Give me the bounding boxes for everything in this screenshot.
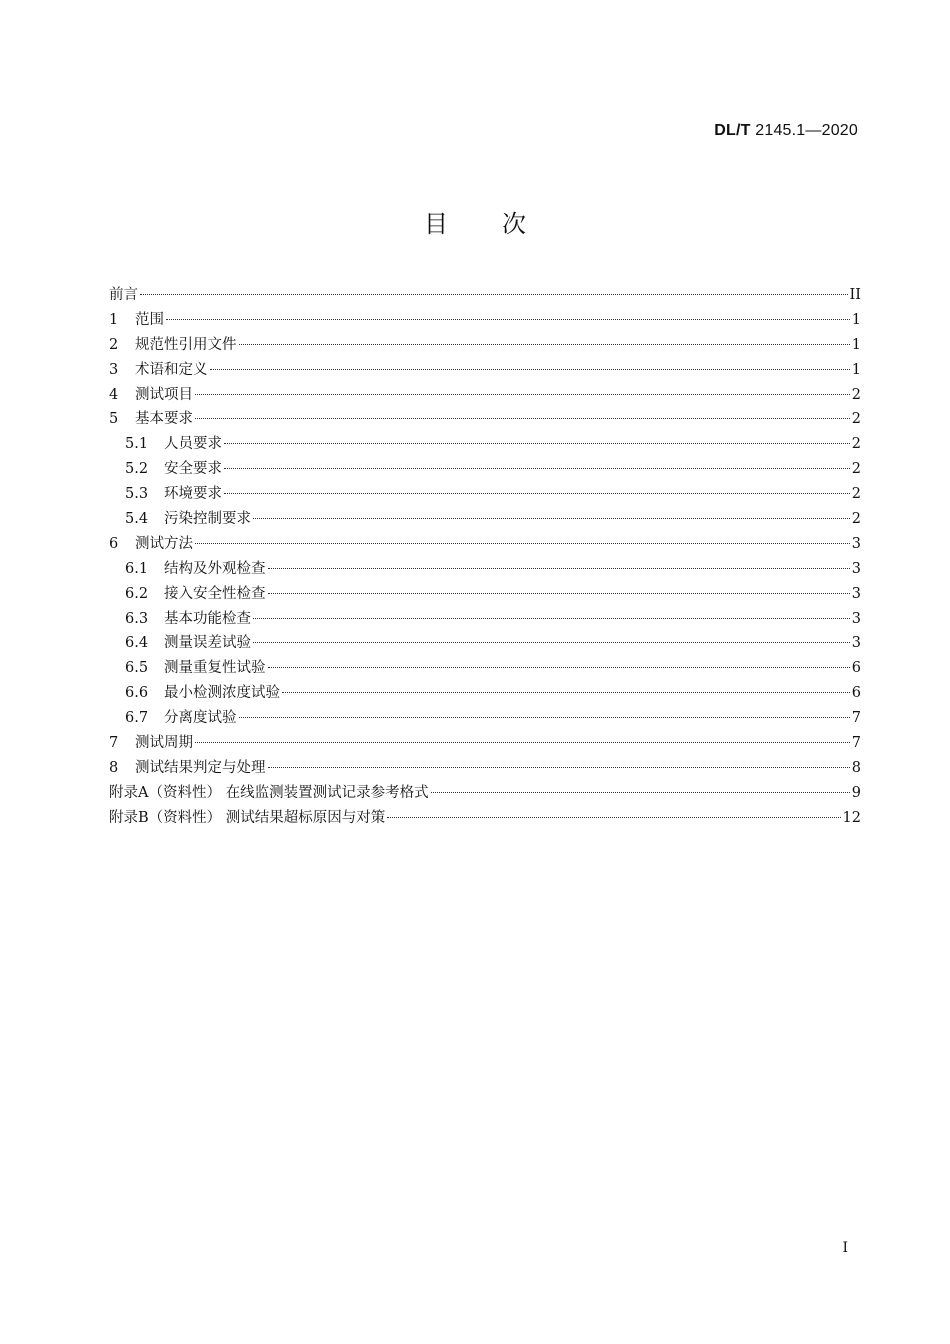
- toc-entry-page: 9: [851, 784, 861, 801]
- toc-entry-page: 7: [851, 710, 861, 727]
- toc-entry-title: 测试结果判定与处理: [135, 759, 266, 776]
- toc-entry-page: II: [849, 287, 861, 303]
- toc-entry-5-4[interactable]: [109, 507, 861, 532]
- dot-leader: [195, 742, 850, 743]
- toc-entry-page: 8: [851, 759, 861, 776]
- toc-entry-number: 5.1: [125, 436, 149, 453]
- dot-leader: [224, 493, 850, 494]
- dot-leader: [224, 468, 850, 469]
- standard-number: 2145.1—2020: [755, 122, 858, 139]
- toc-entry-6-2[interactable]: [109, 582, 861, 607]
- dot-leader: [268, 767, 850, 768]
- toc-entry-page: 6: [851, 660, 861, 677]
- toc-entry-page: 2: [851, 461, 861, 478]
- toc-entry-number: 6.6: [125, 685, 149, 702]
- dot-leader: [253, 518, 850, 519]
- toc-entry-number: 5: [109, 411, 119, 428]
- dot-leader: [431, 792, 850, 793]
- toc-entry-number: 4: [109, 386, 119, 403]
- dot-leader: [195, 394, 850, 395]
- toc-entry-number: 6.5: [125, 660, 149, 677]
- dot-leader: [224, 443, 850, 444]
- standard-code: [714, 122, 858, 140]
- toc-entry-page: 12: [842, 809, 861, 826]
- toc-entry-number: 5.4: [125, 511, 149, 528]
- dot-leader: [387, 817, 840, 818]
- toc-entry-page: 2: [851, 486, 861, 503]
- toc-entry-title: 人员要求: [164, 436, 222, 453]
- toc-title: 目次: [424, 210, 580, 238]
- toc-entry-title: 测量重复性试验: [164, 660, 266, 677]
- toc-entry-6-4[interactable]: [109, 631, 861, 656]
- toc-entry-number: 6: [109, 535, 119, 552]
- toc-entry-4[interactable]: [109, 383, 861, 408]
- toc-entry-number: 2: [109, 336, 119, 353]
- toc-entry-page: 1: [851, 311, 861, 328]
- dot-leader: [268, 667, 850, 668]
- toc-entry-appendix-b[interactable]: [109, 806, 861, 831]
- toc-entry-6[interactable]: [109, 532, 861, 557]
- toc-entry-number: 7: [109, 735, 119, 752]
- dot-leader: [282, 692, 850, 693]
- toc-entry-number: 3: [109, 361, 119, 378]
- dot-leader: [268, 568, 850, 569]
- toc-entry-page: 2: [851, 411, 861, 428]
- toc-entry-page: 3: [851, 535, 861, 552]
- dot-leader: [166, 319, 850, 320]
- dot-leader: [239, 717, 850, 718]
- dot-leader: [253, 618, 850, 619]
- toc-entry-title: 附录A（资料性） 在线监测装置测试记录参考格式: [109, 784, 429, 801]
- toc-entry-page: 2: [851, 511, 861, 528]
- toc-entry-title: 测试项目: [135, 386, 193, 403]
- toc-entry-7[interactable]: [109, 731, 861, 756]
- toc-entry-page: 3: [851, 560, 861, 577]
- toc-entry-8[interactable]: [109, 756, 861, 781]
- toc-entry-5-2[interactable]: [109, 457, 861, 482]
- toc-entry-3[interactable]: [109, 358, 861, 383]
- dot-leader: [268, 593, 850, 594]
- toc-entry-5-1[interactable]: [109, 432, 861, 457]
- toc-entry-title: 测量误差试验: [164, 635, 251, 652]
- toc-entry-number: 6.4: [125, 635, 149, 652]
- table-of-contents: [109, 283, 861, 831]
- dot-leader: [140, 294, 848, 295]
- toc-entry-title: 接入安全性检查: [164, 585, 266, 602]
- toc-entry-title: 结构及外观检查: [164, 560, 266, 577]
- toc-entry-1[interactable]: [109, 308, 861, 333]
- toc-entry-page: 3: [851, 585, 861, 602]
- toc-entry-5[interactable]: [109, 407, 861, 432]
- toc-entry-page: 1: [851, 361, 861, 378]
- toc-entry-title: 最小检测浓度试验: [164, 685, 280, 702]
- page-number: I: [842, 1240, 848, 1256]
- toc-entry-6-3[interactable]: [109, 607, 861, 632]
- toc-entry-2[interactable]: [109, 333, 861, 358]
- toc-entry-page: 3: [851, 610, 861, 627]
- toc-entry-title: 测试方法: [135, 535, 193, 552]
- toc-entry-title: 术语和定义: [135, 361, 208, 378]
- toc-entry-title: 附录B（资料性） 测试结果超标原因与对策: [109, 809, 386, 826]
- toc-entry-title: 分离度试验: [164, 710, 237, 727]
- toc-entry-page: 6: [851, 685, 861, 702]
- toc-entry-number: 6.2: [125, 585, 149, 602]
- toc-entry-number: 5.2: [125, 461, 149, 478]
- toc-entry-page: 3: [851, 635, 861, 652]
- toc-entry-page: 2: [851, 436, 861, 453]
- dot-leader: [210, 369, 850, 370]
- toc-entry-6-1[interactable]: [109, 557, 861, 582]
- toc-entry-number: 1: [109, 311, 119, 328]
- toc-entry-number: 8: [109, 759, 119, 776]
- toc-entry-number: 6.1: [125, 560, 149, 577]
- toc-entry-appendix-a[interactable]: [109, 781, 861, 806]
- standard-prefix: DL/T: [714, 122, 751, 139]
- toc-entry-number: 6.7: [125, 710, 149, 727]
- dot-leader: [195, 418, 850, 419]
- toc-entry-6-6[interactable]: [109, 681, 861, 706]
- toc-entry-number: 5.3: [125, 486, 149, 503]
- toc-entry-6-7[interactable]: [109, 706, 861, 731]
- toc-entry-title: 前言: [109, 287, 138, 303]
- toc-entry-title: 污染控制要求: [164, 511, 251, 528]
- toc-entry-title: 范围: [135, 311, 164, 328]
- toc-entry-title: 规范性引用文件: [135, 336, 237, 353]
- toc-entry-page: 7: [851, 735, 861, 752]
- toc-entry-title: 测试周期: [135, 735, 193, 752]
- toc-entry-5-3[interactable]: [109, 482, 861, 507]
- toc-entry-page: 2: [851, 386, 861, 403]
- dot-leader: [239, 344, 850, 345]
- toc-entry-number: 6.3: [125, 610, 149, 627]
- toc-entry-foreword[interactable]: [109, 283, 861, 308]
- toc-entry-6-5[interactable]: [109, 656, 861, 681]
- toc-entry-page: 1: [851, 336, 861, 353]
- toc-entry-title: 基本功能检查: [164, 610, 251, 627]
- toc-entry-title: 基本要求: [135, 411, 193, 428]
- dot-leader: [253, 642, 850, 643]
- dot-leader: [195, 543, 850, 544]
- toc-entry-title: 安全要求: [164, 461, 222, 478]
- toc-entry-title: 环境要求: [164, 486, 222, 503]
